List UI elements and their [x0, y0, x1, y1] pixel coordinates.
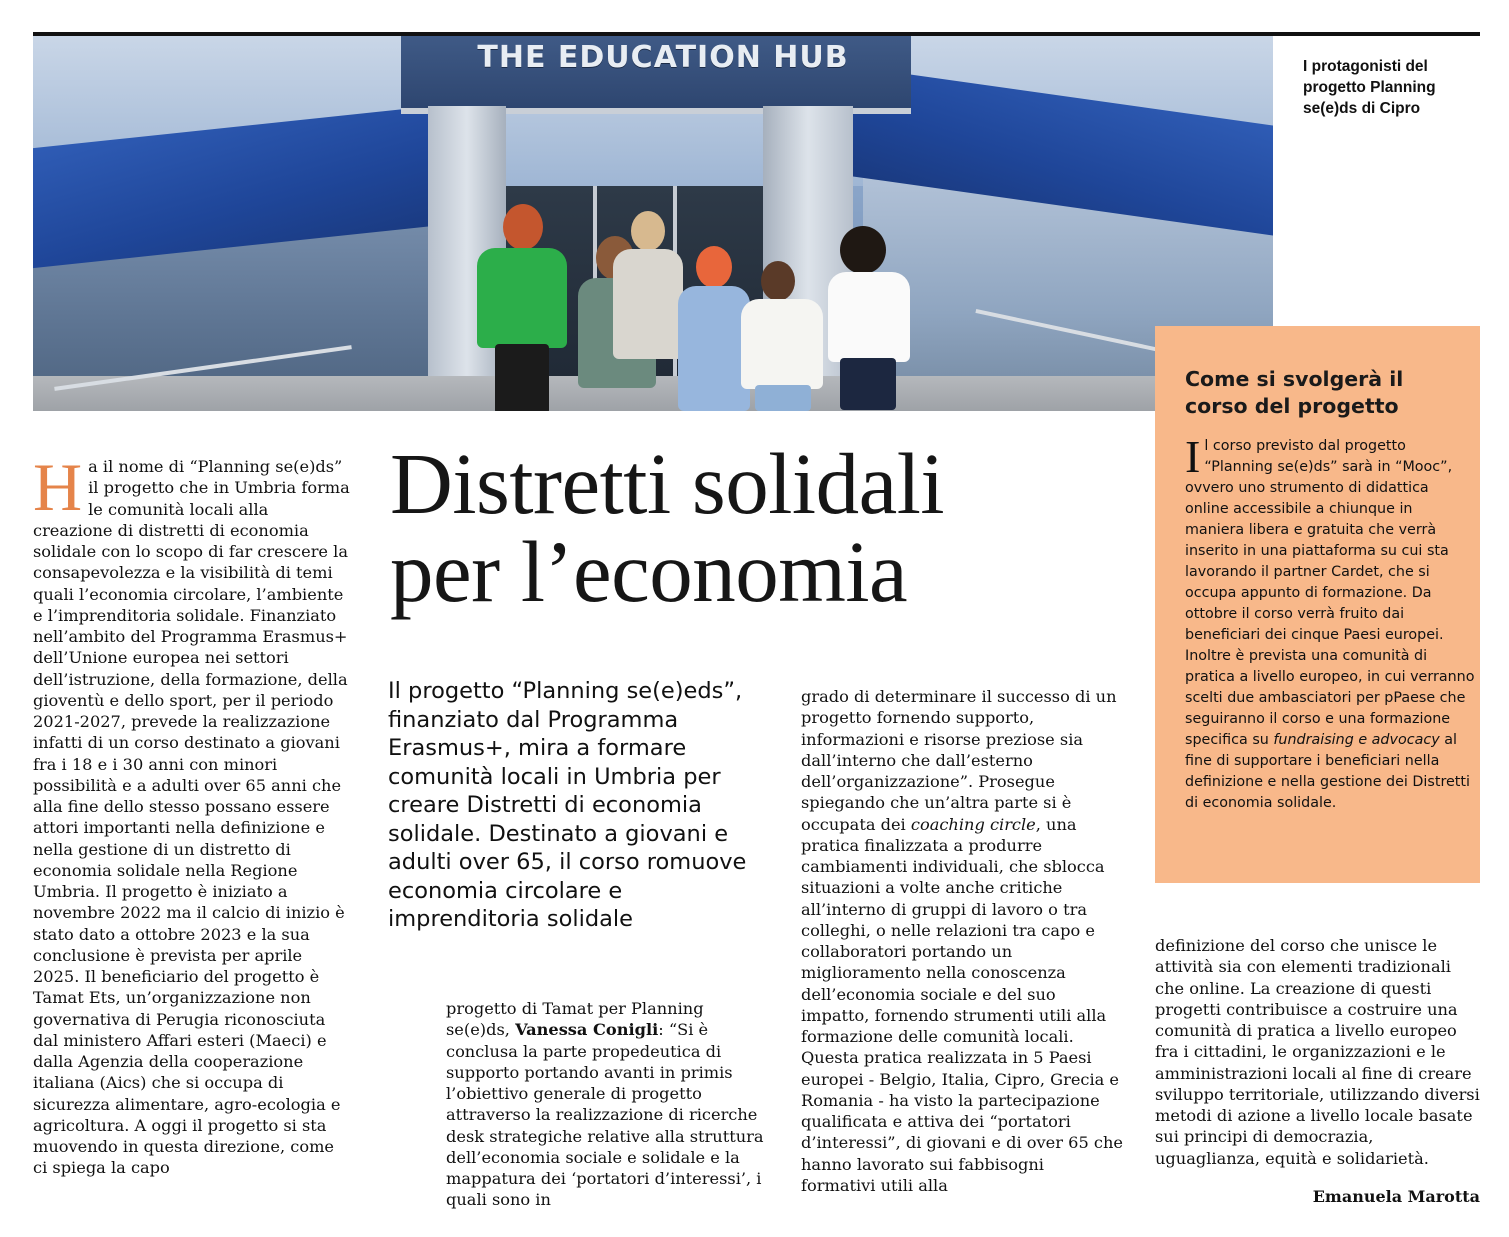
building-sign: THE EDUCATION HUB	[477, 40, 849, 75]
article-column-2-text-b: : “Si è conclusa la parte propedeutica di supporto portando avanti in primis l’obiettivo generale di progetto attraverso la realizzazione di ricerche desk strategiche relative alla struttura dell’economia sociale e solidale e la mappatura dei ‘portatori d’interessi’, i quali sono in	[446, 1020, 764, 1210]
sidebar-dropcap: I	[1185, 431, 1201, 482]
sidebar-italic-term: fundraising e advocacy	[1273, 732, 1440, 748]
article-column-3	[801, 686, 1123, 1196]
sidebar-body-text-a: l corso previsto dal progetto “Planning se(e)ds” sarà in “Mooc”, ovvero uno strumento di didattica online accessibile a chiunque in maniera libera e gratuita che verrà inserito in una piattaforma su cui sta lavorando il partner Cardet, che si occupa appunto di formazione. Da ottobre il corso verrà fruito dai beneficiari dei cinque Paesi europei. Inoltre è prevista una comunità di pratica a livello europeo, in cui verranno scelti due ambasciatori per pPaese che seguiranno il corso e una formazione specifica su	[1185, 438, 1475, 748]
italic-term: coaching circle	[910, 814, 1036, 834]
headline-line-2: per l’economia	[390, 523, 908, 620]
article-column-3-text-a: grado di determinare il successo di un progetto fornendo supporto, informazioni e risorse preziose sia dall’interno che dall’esterno dell’organizzazione”. Prosegue spiegando che un’altra parte si è occupata dei	[801, 687, 1117, 834]
dropcap: H	[33, 449, 83, 525]
article-column-2	[446, 998, 768, 1211]
sidebar-body-text-b: al fine di supportare i beneficiari nella definizione e nella gestione dei Distretti di economia solidale.	[1185, 732, 1470, 811]
photo-caption: I protagonisti del progetto Planning se(e)ds di Cipro	[1303, 58, 1436, 117]
byline: Emanuela Marotta	[1312, 1187, 1480, 1206]
article-column-2-text-a: progetto di Tamat per Planning se(e)ds,	[446, 999, 704, 1040]
headline	[390, 435, 1130, 620]
sidebar-box	[1155, 326, 1480, 883]
lede: Il progetto “Planning se(e)eds”, finanziato dal Programma Erasmus+, mira a formare comunità locali in Umbria per creare Distretti di economia solidale. Destinato a giovani e adulti over 65, il corso romuove economia circolare e imprenditoria solidale	[388, 678, 747, 932]
sidebar-title: Come si svolgerà il corso del progetto	[1185, 367, 1404, 418]
group-photo	[33, 36, 1273, 411]
article-column-3-text-b: , una pratica finalizzata a produrre cambiamenti individuali, che sblocca situazioni a volte anche critiche all’interno di gruppi di lavoro o tra colleghi, o nelle relazioni tra capo e collaboratori portando un miglioramento nella conoscenza dell’economia sociale e del suo impatto, fornendo strumenti utili alla formazione delle comunità locali. Questa pratica realizzata in 5 Paesi europei - Belgio, Italia, Cipro, Grecia e Romania - ha visto la partecipazione qualificata e attiva dei “portatori d’interessi”, di giovani e di over 65 che hanno lavorato sui fabbisogni formativi utili alla	[801, 814, 1123, 1195]
article-column-4: definizione del corso che unisce le attività sia con elementi tradizionali che online. La creazione di questi progetti contribuisce a costruire una comunità di pratica a livello europeo fra i cittadini, le organizzazioni e le amministrazioni locali al fine di creare sviluppo territoriale, utilizzando diversi metodi di azione a livello locale basate sui principi di democrazia, uguaglianza, equità e solidarietà.	[1155, 936, 1480, 1168]
article-column-1	[33, 449, 351, 1179]
article-column-1-text: a il nome di “Planning se(e)ds” il progetto che in Umbria forma le comunità locali alla creazione di distretti di economia solidale con lo scopo di far crescere la consapevolezza e la visibilità di temi quali l’economia circolare, l’ambiente e l’imprenditoria solidale. Finanziato nell’ambito del Programma Erasmus+ dell’Unione europea nei settori dell’istruzione, della formazione, della gioventù e dello sport, per il periodo 2021-2027, prevede la realizzazione infatti di un corso destinato a giovani fra i 18 e i 30 anni con minori possibilità e a adulti over 65 anni che alla fine dello stesso possano essere attori importanti nella definizione e nella gestione di un distretto di economia solidale nella Regione Umbria. Il progetto è iniziato a novembre 2022 ma il calcio di inizio è stato dato a ottobre 2023 e la sua conclusione è prevista per aprile 2025. Il beneficiario del progetto è Tamat Ets, un’organizzazione non governativa di Perugia riconosciuta dal ministero Affari esteri (Maeci) e dalla Agenzia della cooperazione italiana (Aics) che si occupa di sicurezza alimentare, agro-ecologia e agricoltura. A oggi il progetto si sta muovendo in questa direzione, come ci spiega la capo	[33, 457, 350, 1178]
interviewee-name: Vanessa Conigli	[515, 1020, 659, 1040]
sidebar-body	[1185, 431, 1475, 814]
headline-line-1: Distretti solidali	[390, 435, 945, 532]
